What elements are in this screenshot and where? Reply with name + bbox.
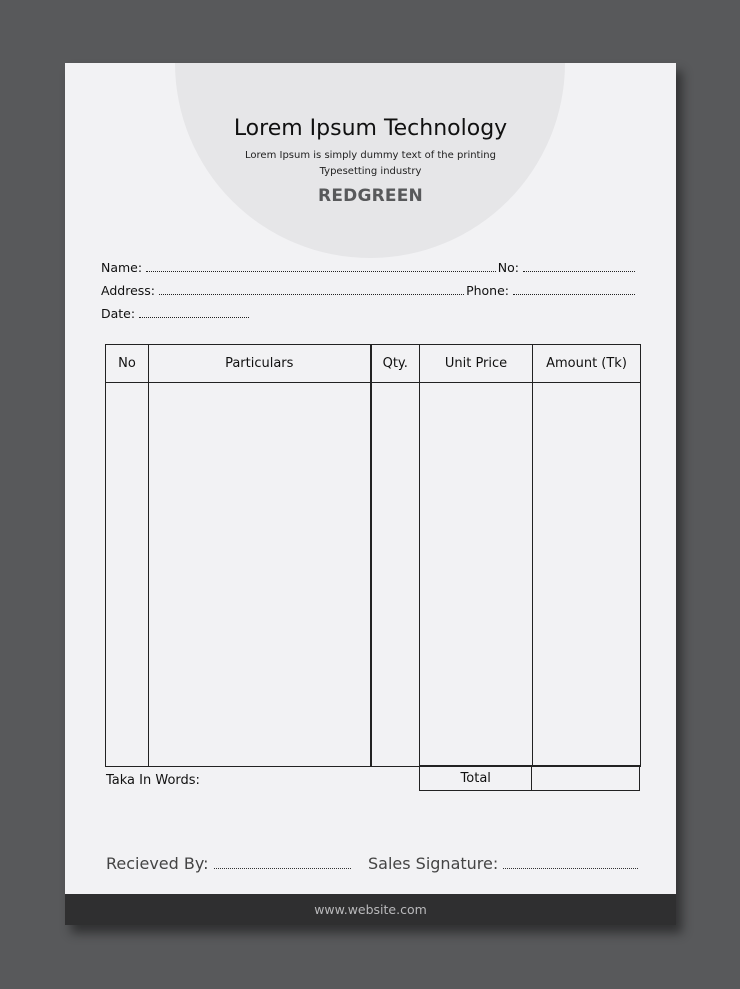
brand-logo: REDGREEN — [318, 186, 423, 206]
name-label: Name: — [101, 260, 143, 275]
column-header-particulars: Particulars — [149, 345, 371, 383]
sales-signature-field[interactable] — [503, 854, 638, 869]
tagline-line2: Typesetting industry — [319, 166, 422, 177]
address-label: Address: — [101, 283, 155, 298]
received-by-field[interactable] — [214, 854, 351, 869]
items-table — [105, 344, 641, 767]
name-field[interactable] — [146, 260, 496, 272]
footer-bar — [65, 894, 676, 925]
total-box — [419, 765, 640, 791]
received-by-label: Recieved By: — [106, 854, 209, 873]
phone-field[interactable] — [513, 283, 635, 295]
no-field[interactable] — [523, 260, 635, 272]
date-label: Date: — [101, 306, 136, 321]
amount-cell[interactable] — [533, 383, 641, 767]
column-header-unit-price: Unit Price — [420, 345, 533, 383]
table-body-row — [106, 383, 641, 767]
phone-label: Phone: — [466, 283, 509, 298]
sales-signature-label: Sales Signature: — [368, 854, 499, 873]
total-amount-cell[interactable] — [532, 765, 640, 791]
address-field[interactable] — [159, 283, 464, 295]
column-header-no: No — [106, 345, 149, 383]
column-header-amount: Amount (Tk) — [533, 345, 641, 383]
date-row — [101, 306, 251, 324]
date-field[interactable] — [139, 306, 249, 318]
no-label: No: — [497, 260, 519, 275]
column-header-qty: Qty. — [371, 345, 420, 383]
table-header-row — [106, 345, 641, 383]
invoice-sheet — [65, 63, 676, 925]
received-by-row — [106, 854, 351, 876]
unit-price-cell[interactable] — [420, 383, 533, 767]
qty-cell[interactable] — [371, 383, 420, 767]
particulars-cell[interactable] — [149, 383, 371, 767]
address-phone-row — [101, 283, 637, 301]
tagline-line1: Lorem Ipsum is simply dummy text of the printing — [245, 150, 496, 161]
sales-signature-row — [368, 854, 638, 876]
website-text: www.website.com — [314, 902, 427, 917]
taka-in-words-label: Taka In Words: — [106, 773, 200, 788]
company-name: Lorem Ipsum Technology — [233, 116, 508, 141]
name-no-row — [101, 260, 637, 278]
no-cell[interactable] — [106, 383, 149, 767]
total-label: Total — [419, 765, 532, 791]
